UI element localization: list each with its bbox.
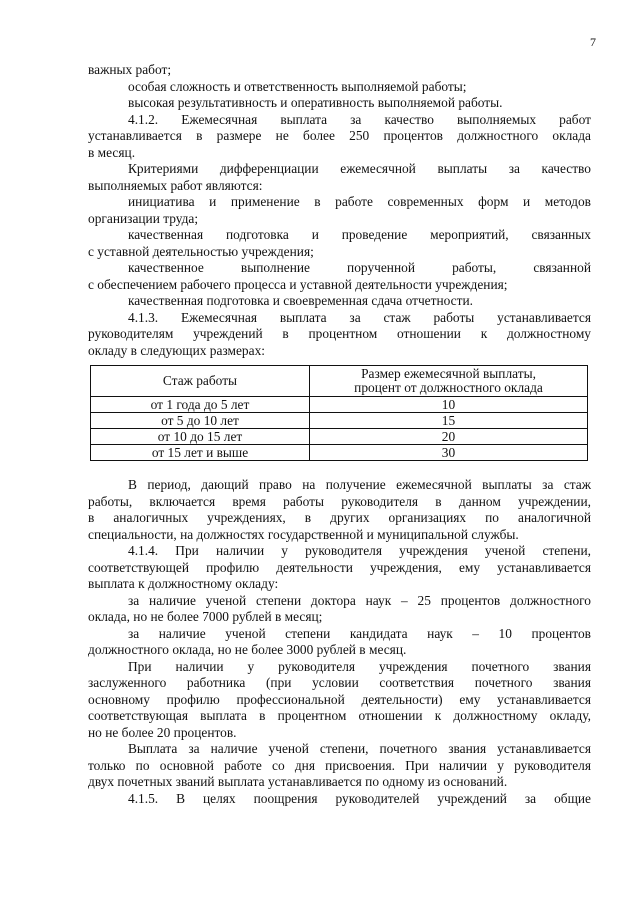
text-line: 4.1.4. При наличии у руководителя учреждения ученой степени, — [128, 543, 591, 558]
text-line: качественная подготовка и проведение мероприятий, связанных — [128, 227, 591, 242]
text-line: основному профилю профессиональной деятельности) ему устанавливается — [88, 691, 591, 707]
text-block-before-table — [88, 62, 591, 359]
text-line: выплата к должностному окладу: — [88, 576, 279, 591]
text-line: только по основной работе со дня присвоения. При наличии у руководителя — [88, 757, 591, 773]
text-line: инициатива и применение в работе современных форм и методов — [128, 194, 591, 209]
table-header-line: процент от должностного оклада — [354, 380, 543, 395]
table-header-cell — [310, 366, 588, 397]
seniority-table — [90, 365, 588, 461]
text-block-after-table — [88, 477, 591, 807]
page-number: 7 — [590, 35, 596, 49]
table-row — [91, 397, 588, 413]
text-line: с уставной деятельностью учреждения; — [88, 243, 314, 259]
text-line: Критериями дифференциации ежемесячной выплаты за качество — [128, 161, 591, 176]
text-line: качественная подготовка и своевременная сдача отчетности. — [128, 293, 473, 308]
text-line: Выплата за наличие ученой степени, почетного звания устанавливается — [128, 741, 591, 756]
text-line: В период, дающий право на получение ежемесячной выплаты за стаж — [128, 477, 591, 492]
text-line: качественное выполнение порученной работы, связанной — [128, 260, 591, 275]
text-line: за наличие ученой степени доктора наук – 25 процентов должностного — [128, 592, 591, 608]
text-line: с обеспечением рабочего процесса и уставной деятельности учреждения; — [88, 276, 508, 292]
table-row — [91, 429, 588, 445]
table-header-row — [91, 366, 588, 397]
text-line: устанавливается в размере не более 250 процентов должностного оклада — [88, 128, 591, 143]
text-line: соответствующей профилю деятельности учреждения, ему устанавливается — [88, 559, 591, 575]
table-header-line: Размер ежемесячной выплаты, — [361, 366, 536, 381]
text-line: руководителям учреждений в процентном отношении к должностному — [88, 326, 591, 341]
text-line: 4.1.5. В целях поощрения руководителей учреждений за общие — [128, 790, 591, 806]
text-line: оклада, но не более 7000 рублей в месяц; — [88, 609, 323, 624]
text-line: должностного оклада, но не более 3000 рублей в месяц. — [88, 642, 407, 657]
text-line: за наличие ученой степени кандидата наук – 10 процентов — [128, 625, 591, 641]
table-cell-percent: 15 — [310, 413, 588, 429]
text-line: работы, включается время работы руководителя в данном учреждении, — [88, 493, 591, 509]
table-row — [91, 413, 588, 429]
text-line: важных работ; — [88, 62, 172, 77]
text-line: выполняемых работ являются: — [88, 177, 263, 193]
table-cell-period: от 5 до 10 лет — [91, 413, 310, 429]
table-cell-period: от 1 года до 5 лет — [91, 397, 310, 413]
text-line: специальности, на должностях государственной и муниципальной службы. — [88, 526, 519, 542]
text-line: заслуженного работника (при условии соответствия почетного звания — [88, 675, 591, 690]
table-cell-period: от 10 до 15 лет — [91, 429, 310, 445]
text-line: но не более 20 процентов. — [88, 724, 237, 740]
text-line: организации труда; — [88, 210, 199, 226]
table-cell-percent: 30 — [310, 445, 588, 461]
text-line: 4.1.2. Ежемесячная выплата за качество выполняемых работ — [128, 111, 591, 127]
table-row — [91, 445, 588, 461]
text-line: в месяц. — [88, 144, 136, 160]
text-line: При наличии у руководителя учреждения почетного звания — [128, 658, 591, 674]
text-line: двух почетных званий выплата устанавливается по одному из оснований. — [88, 774, 508, 789]
table-cell-percent: 10 — [310, 397, 588, 413]
text-line: в аналогичных учреждениях, в других организациях по аналогичной — [88, 510, 591, 525]
table-cell-percent: 20 — [310, 429, 588, 445]
text-line: особая сложность и ответственность выполняемой работы; — [128, 78, 467, 94]
text-line: высокая результативность и оперативность выполняемой работы. — [128, 95, 503, 110]
text-line: 4.1.3. Ежемесячная выплата за стаж работы устанавливается — [128, 309, 591, 325]
text-line: окладу в следующих размерах: — [88, 342, 265, 358]
table-cell-period: от 15 лет и выше — [91, 445, 310, 461]
table-header-cell: Стаж работы — [91, 366, 310, 397]
text-line: соответствующая выплата в процентном отношении к должностному окладу, — [88, 708, 591, 723]
document-body — [88, 62, 591, 807]
